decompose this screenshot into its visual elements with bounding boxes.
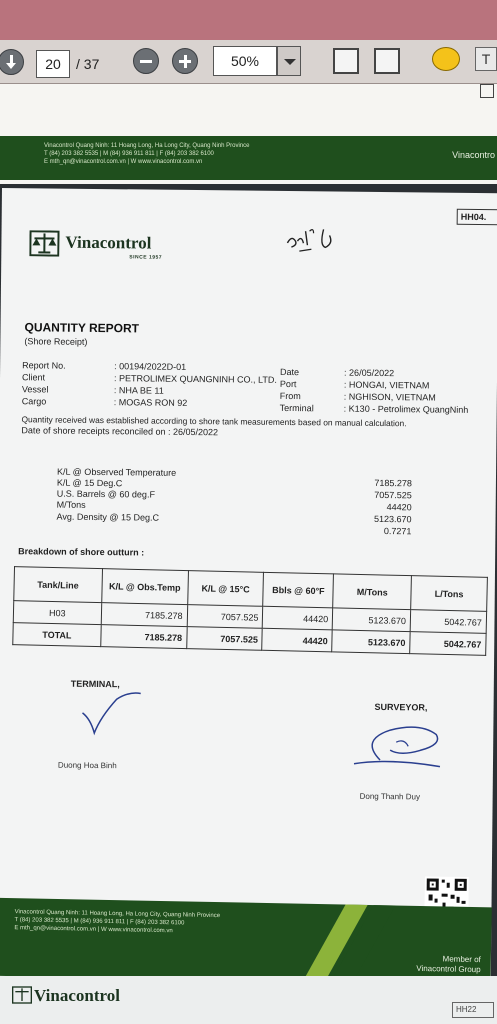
scale-logo-icon — [12, 986, 32, 1004]
zoom-level-input[interactable]: 50% — [213, 46, 277, 76]
field-label-vessel: Vessel — [21, 384, 49, 395]
field-value-report-no: : 00194/2022D-01 — [114, 361, 187, 372]
measurement-note: Quantity received was established according to shore tank measurements based on manual calculation. — [21, 414, 407, 429]
logo-since: SINCE 1957 — [129, 254, 163, 261]
summary-value-barrels: 44420 — [386, 502, 412, 513]
previous-footer-brand: Vinacontro — [452, 150, 495, 160]
column-header-ltons: L/Tons — [411, 576, 488, 612]
table-cell: 5123.670 — [332, 608, 410, 632]
breakdown-title: Breakdown of shore outturn : — [18, 546, 145, 558]
field-label-cargo: Cargo — [21, 396, 47, 407]
page-total-label: / 37 — [76, 56, 100, 72]
summary-label-mtons: M/Tons — [56, 499, 86, 510]
table-cell: 7185.278 — [101, 625, 187, 649]
summary-value-density: 0.7271 — [383, 526, 412, 537]
report-title: QUANTITY REPORT — [24, 320, 140, 336]
logo-wordmark: Vinacontrol — [65, 232, 152, 253]
handwritten-note — [283, 225, 343, 256]
summary-label-density: Avg. Density @ 15 Deg.C — [56, 511, 160, 523]
field-label-date: Date — [280, 366, 300, 378]
field-value-from: : NGHISON, VIETNAM — [343, 391, 436, 403]
reconciled-date-note: Date of shore receipts reconciled on : 26/05/2022 — [21, 425, 219, 438]
column-header-kl-obs: K/L @ Obs.Temp — [102, 569, 189, 605]
surveyor-signature — [350, 720, 451, 777]
field-value-vessel: : NHA BE 11 — [113, 385, 164, 396]
previous-page-footer — [0, 136, 497, 180]
field-label-terminal: Terminal — [279, 402, 314, 414]
summary-label-kl-observed: K/L @ Observed Temperature — [56, 466, 177, 478]
zoom-dropdown-button[interactable] — [277, 46, 301, 76]
zoom-out-button[interactable] — [133, 48, 159, 74]
next-page-code: HH22 — [452, 1002, 494, 1018]
summary-label-barrels: U.S. Barrels @ 60 deg.F — [56, 488, 156, 500]
surveyor-label: SURVEYOR, — [374, 701, 428, 713]
outturn-table — [12, 566, 488, 656]
table-cell: 44420 — [262, 628, 332, 652]
table-cell: 5123.670 — [332, 630, 410, 654]
zoom-in-button[interactable] — [172, 48, 198, 74]
field-value-terminal: : K130 - Petrolimex QuangNinh — [343, 403, 469, 415]
summary-label-kl-15: K/L @ 15 Deg.C — [56, 477, 123, 489]
column-header-bbls: Bbls @ 60°F — [263, 572, 334, 608]
field-label-port: Port — [279, 378, 297, 390]
footer-address: Vinacontrol Quang Ninh: 11 Hoang Long, Ha Long City, Quang Ninh Province T (84) 203 382 5535 | M (84) 936 911 811 | F (84) 203 382 6100 E mth_qn@vinacontrol.com.vn | W www.vinacontrol.com.vn — [14, 909, 221, 935]
column-header-tank-line: Tank/Line — [14, 567, 103, 603]
footer-member-text: Member of Vinacontrol Group — [416, 954, 481, 975]
summary-value-kl-15: 7057.525 — [374, 489, 412, 501]
scale-logo-icon — [29, 230, 59, 256]
field-value-cargo: : MOGAS RON 92 — [113, 397, 188, 408]
field-value-port: : HONGAI, VIETNAM — [343, 379, 430, 391]
table-cell: 7057.525 — [187, 605, 263, 629]
surveyor-signer-name: Dong Thanh Duy — [359, 791, 421, 802]
summary-value-kl-observed: 7185.278 — [374, 477, 412, 489]
window-top-strip — [0, 0, 497, 40]
previous-footer-address: Vinacontrol Quang Ninh: 11 Hoang Long, Ha Long City, Quang Ninh Province T (84) 203 382 5535 | M (84) 936 911 811 | F (84) 203 382 6100 E mth_qn@vinacontrol.com.vn | W www.vinacontrol.com.vn — [44, 143, 250, 165]
table-cell: 7057.525 — [186, 627, 262, 651]
table-cell: 44420 — [263, 606, 333, 630]
next-page-logo: Vinacontrol — [34, 986, 120, 1005]
page-number-input[interactable]: 20 — [36, 50, 70, 78]
table-cell: 7185.278 — [101, 603, 187, 627]
text-tool-icon[interactable]: T — [475, 47, 497, 71]
table-cell: 5042.767 — [410, 610, 486, 634]
column-header-mtons: M/Tons — [333, 574, 412, 610]
document-code: HH04. — [457, 209, 497, 225]
column-header-kl-15: K/L @ 15°C — [187, 571, 264, 607]
report-subtitle: (Shore Receipt) — [24, 336, 88, 347]
table-cell: H03 — [13, 601, 101, 625]
next-page — [0, 976, 497, 1024]
comment-icon[interactable] — [432, 47, 460, 71]
fit-page-icon[interactable] — [333, 48, 359, 74]
field-value-date: : 26/05/2022 — [344, 367, 395, 379]
terminal-label: TERMINAL, — [70, 678, 120, 690]
corner-icon — [480, 84, 494, 98]
document-page — [0, 188, 497, 983]
fit-width-icon[interactable] — [374, 48, 400, 74]
field-label-from: From — [279, 390, 301, 402]
field-label-client: Client — [21, 372, 46, 383]
summary-value-mtons: 5123.670 — [373, 513, 412, 525]
table-cell: 5042.767 — [410, 632, 486, 656]
field-value-client: : PETROLIMEX QUANGNINH CO., LTD. — [113, 373, 277, 385]
terminal-signer-name: Duong Hoa Binh — [57, 760, 117, 771]
terminal-signature — [76, 689, 147, 740]
table-cell: TOTAL — [13, 623, 101, 647]
field-label-report-no: Report No. — [22, 360, 66, 371]
document-footer — [0, 898, 492, 986]
